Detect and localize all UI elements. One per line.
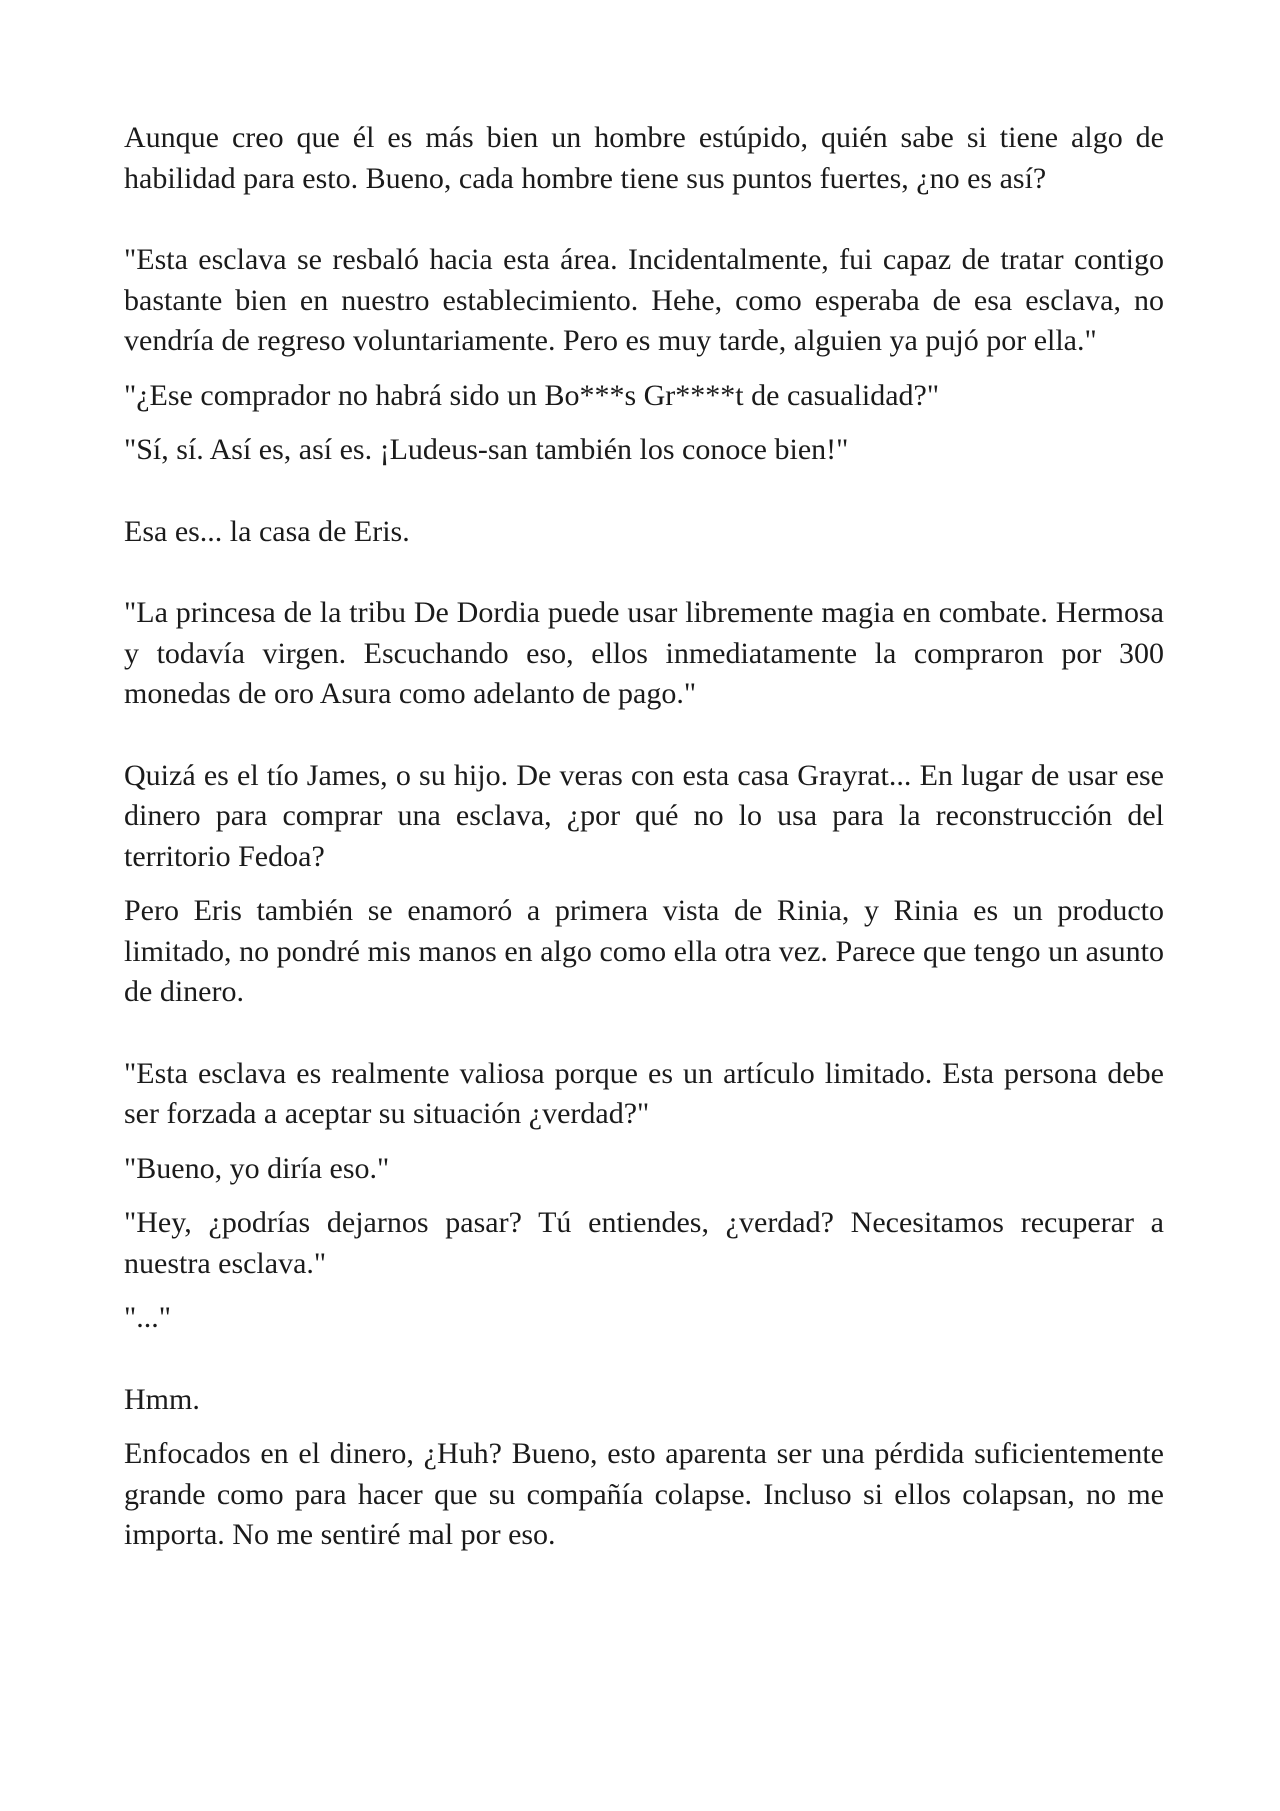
paragraph-2: "Esta esclava se resbaló hacia esta área. Incidentalmente, fui capaz de tratar contigo bastante bien en nuestro establecimiento. Hehe, como esperaba de esa esclava, no vendría de regreso voluntariamente. Pero es muy tarde, alguien ya pujó por ella.": [124, 243, 1164, 357]
paragraph-7: Quizá es el tío James, o su hijo. De veras con esta casa Grayrat... En lugar de usar ese dinero para comprar una esclava, ¿por qué no lo usa para la reconstrucción del territorio Fedoa?: [124, 758, 1164, 873]
paragraph-6: "La princesa de la tribu De Dordia puede usar libremente magia en combate. Hermosa y todavía virgen. Escuchando eso, ellos inmediatamente la compraron por 300 monedas de oro Asura como adelanto de pago.": [124, 596, 1164, 710]
paragraph-9: "Esta esclava es realmente valiosa porque es un artículo limitado. Esta persona debe ser forzada a aceptar su situación ¿verdad?": [124, 1056, 1164, 1130]
paragraph-11: "Hey, ¿podrías dejarnos pasar? Tú entiendes, ¿verdad? Necesitamos recuperar a nuestra esclava.": [124, 1206, 1164, 1280]
paragraph-4: "Sí, sí. Así es, así es. ¡Ludeus-san también los conoce bien!": [124, 433, 849, 466]
paragraph-12: "...": [124, 1301, 171, 1334]
paragraph-14: Enfocados en el dinero, ¿Huh? Bueno, esto aparenta ser una pérdida suficientemente grande como para hacer que su compañía colapse. Incluso si ellos colapsan, no me importa. No me sentiré mal por eso.: [124, 1437, 1164, 1551]
paragraph-10: "Bueno, yo diría eso.": [124, 1151, 390, 1185]
paragraph-8: Pero Eris también se enamoró a primera vista de Rinia, y Rinia es un producto limitado, no pondré mis manos en algo como ella otra vez. Parece que tengo un asunto de dinero.: [124, 894, 1164, 1008]
paragraph-5: Esa es... la casa de Eris.: [124, 514, 410, 548]
paragraph-13: Hmm.: [124, 1382, 200, 1416]
document-page: [124, 118, 1164, 1556]
paragraph-3: "¿Ese comprador no habrá sido un Bo***s Gr****t de casualidad?": [124, 378, 940, 412]
paragraph-1: Aunque creo que él es más bien un hombre estúpido, quién sabe si tiene algo de habilidad para esto. Bueno, cada hombre tiene sus puntos fuertes, ¿no es así?: [124, 121, 1164, 195]
